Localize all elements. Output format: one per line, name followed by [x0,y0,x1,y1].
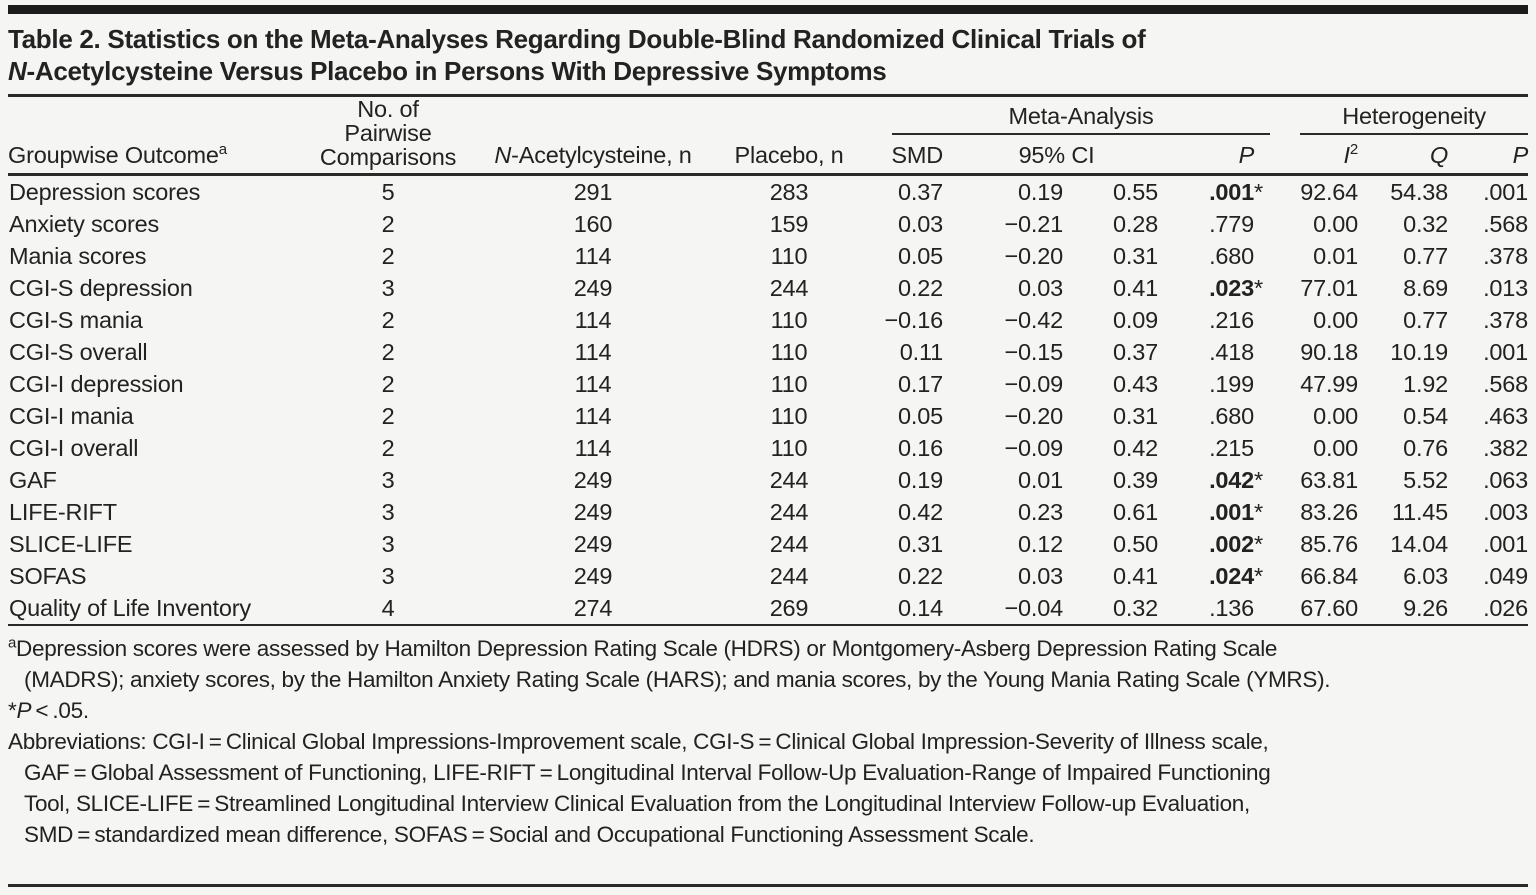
p-value: .023 [1209,274,1255,301]
cell-i2: 67.60 [1276,592,1364,625]
cell-p-het: .568 [1483,370,1529,397]
p-value: .042 [1209,466,1255,493]
cell-ci-upper: 0.61 [1113,498,1158,525]
cell-nac-n: 114 [574,402,612,429]
cell-p-het: .049 [1483,562,1529,589]
table-row [8,208,1528,240]
footnote-a-line2: (MADRS); anxiety scores, by the Hamilton Anxiety Rating Scale (HARS); and mania scores, by the Young Mania Rating Scale (YMRS). [24,667,1331,692]
table-row [8,400,1528,432]
table-row [8,432,1528,464]
cell-nac-n: 249 [573,466,613,493]
cell-placebo-n: 110 [770,434,808,461]
cell-q: 9.26 [1364,592,1454,625]
cell-placebo-n: 110 [770,338,808,365]
p-value: .199 [1209,370,1255,397]
cell-ci-lower: −0.09 [1004,434,1063,461]
cell-q: 5.52 [1403,466,1449,493]
cell-ci-lower: −0.15 [1004,338,1063,365]
cell-nac-n: 114 [574,306,612,333]
cell-i2: 0.01 [1313,242,1359,269]
cell-ci-lower: −0.21 [1004,210,1063,237]
cell-nac-n: 249 [573,498,613,525]
cell-p-het: .063 [1483,466,1529,493]
cell-no-of-comparisons: 3 [381,466,395,493]
table-row [8,368,1528,400]
cell-ci-upper: 0.42 [1113,434,1158,461]
cell-p-meta [1164,528,1276,560]
cell-p-het: .003 [1483,498,1529,525]
cell-ci-upper: 0.55 [1113,178,1158,205]
cell-ci-lower: 0.03 [1018,274,1063,301]
cell-ci-upper: 0.28 [1113,210,1158,237]
table-row [8,336,1528,368]
column-header-p-meta: P [1164,135,1276,174]
cell-p-meta [1164,400,1276,432]
cell-ci-upper: 0.31 [1113,242,1158,269]
cell-i2: 0.00 [1313,402,1359,429]
cell-q: 0.77 [1403,306,1449,333]
footnotes [8,626,1528,850]
cell-q: 6.03 [1403,562,1449,589]
table-row [8,175,1528,209]
column-header-95ci: 95% CI [949,135,1164,174]
p-value: .779 [1209,210,1255,237]
cell-outcome: GAF [9,466,57,493]
header-spanner-row [8,97,1528,135]
cell-no-of-comparisons: 2 [381,210,395,237]
cell-no-of-comparisons: 2 [381,306,395,333]
cell-smd: 0.42 [898,498,943,525]
cell-outcome: Mania scores [9,242,147,269]
cell-smd: 0.19 [898,466,943,493]
cell-i2: 66.84 [1300,562,1359,589]
table-body [8,175,1528,626]
cell-no-of-comparisons: 4 [304,592,472,625]
p-value: .136 [1209,594,1255,621]
cell-ci-upper: 0.09 [1113,306,1158,333]
meta-analysis-table [8,97,1528,626]
cell-i2: 63.81 [1300,466,1359,493]
cell-p-meta [1164,560,1276,592]
abbreviations-line3: Tool, SLICE-LIFE = Streamlined Longitudinal Interview Clinical Evaluation from the Longitudinal Interview Follow-up Evaluation, [24,791,1250,816]
cell-i2: 83.26 [1300,498,1359,525]
abbreviations-line2: GAF = Global Assessment of Functioning, LIFE-RIFT = Longitudinal Interval Follow-Up Evaluation-Range of Impaired Functioning [24,760,1271,785]
cell-p-meta [1164,208,1276,240]
p-value: .216 [1209,306,1255,333]
cell-q: 8.69 [1403,274,1449,301]
cell-p-het: .001 [1483,178,1529,205]
cell-ci-lower: 0.19 [1018,178,1063,205]
cell-p-meta [1164,496,1276,528]
cell-smd: 0.16 [898,434,943,461]
cell-smd: −0.16 [884,306,943,333]
cell-ci-lower: 0.23 [1018,498,1063,525]
cell-smd: 0.31 [898,530,943,557]
footnote-a-superscript: a [8,634,17,652]
cell-outcome: Quality of Life Inventory [8,592,304,625]
cell-nac-n: 160 [573,210,613,237]
cell-nac-n: 291 [573,178,613,205]
cell-smd: 0.17 [898,370,943,397]
significance-asterisk: * [1254,530,1263,557]
significance-star: * [8,698,17,723]
cell-ci-upper: 0.50 [1113,530,1158,557]
p-value: .024 [1209,562,1255,589]
column-header-q: Q [1364,135,1454,174]
cell-no-of-comparisons: 2 [381,402,395,429]
cell-placebo-n: 283 [769,178,809,205]
abbreviations-line4: SMD = standardized mean difference, SOFAS = Social and Occupational Functioning Assessment Scale. [24,822,1035,847]
cell-p-meta [1164,592,1276,625]
cell-ci-upper: 0.32 [1069,592,1164,625]
cell-ci-lower: −0.20 [1004,242,1063,269]
cell-ci-lower: −0.04 [949,592,1069,625]
cell-i2: 77.01 [1300,274,1359,301]
p-value: .680 [1209,242,1255,269]
cell-p-het: .463 [1483,402,1529,429]
table-row [8,240,1528,272]
cell-q: 11.45 [1391,498,1449,525]
cell-smd: 0.22 [898,562,943,589]
cell-ci-upper: 0.37 [1113,338,1158,365]
cell-no-of-comparisons: 2 [381,370,395,397]
abbreviations-line1: Abbreviations: CGI-I = Clinical Global Impressions-Improvement scale, CGI-S = Clinical Global Impression-Severity of Illness scale, [8,729,1269,754]
cell-placebo-n: 244 [769,530,809,557]
cell-smd: 0.03 [898,210,943,237]
table-title-line1: Table 2. Statistics on the Meta-Analyses Regarding Double-Blind Randomized Clinical Trials of [8,24,1146,54]
table-row [8,528,1528,560]
top-border-bar [8,5,1528,14]
column-header-nac-n: N-Acetylcysteine, n [472,97,714,175]
cell-nac-n: 249 [573,274,613,301]
cell-outcome: SOFAS [9,562,87,589]
cell-placebo-n: 110 [770,402,808,429]
cell-placebo-n: 244 [769,274,809,301]
table-title [8,23,1528,87]
cell-p-het: .001 [1483,338,1529,365]
significance-asterisk: * [1254,498,1263,525]
cell-p-meta [1164,368,1276,400]
cell-nac-n: 249 [573,562,613,589]
cell-p-meta [1164,432,1276,464]
cell-smd: 0.14 [864,592,949,625]
cell-outcome: CGI-I overall [9,434,139,461]
cell-placebo-n: 110 [770,242,808,269]
cell-no-of-comparisons: 2 [381,434,395,461]
cell-outcome: LIFE-RIFT [9,498,117,525]
cell-ci-upper: 0.39 [1113,466,1158,493]
cell-q: 1.92 [1403,370,1449,397]
cell-nac-n: 114 [574,338,612,365]
cell-nac-n: 114 [574,434,612,461]
table-row [8,496,1528,528]
cell-p-het: .378 [1483,306,1529,333]
column-header-pairwise-comparisons: No. of Pairwise Comparisons [304,97,472,175]
cell-i2: 0.00 [1313,434,1359,461]
cell-p-meta [1164,464,1276,496]
footnote-a-line1: $^a$Depression scores were assessed by Hamilton Depression Rating Scale (HDRS) or Montgomery-Asberg Depression Rating Scale [8,634,1278,661]
column-header-i2: $I^2$ [1276,135,1364,174]
significance-asterisk: * [1254,178,1263,205]
significance-asterisk: * [1254,466,1263,493]
cell-outcome: Depression scores [9,178,201,205]
cell-i2: 85.76 [1300,530,1359,557]
cell-q: 0.76 [1403,434,1449,461]
cell-no-of-comparisons: 3 [381,530,395,557]
cell-nac-n: 114 [574,370,612,397]
cell-smd: 0.37 [898,178,943,205]
cell-q: 10.19 [1390,338,1449,365]
cell-ci-upper: 0.41 [1113,274,1158,301]
cell-ci-upper: 0.43 [1113,370,1158,397]
cell-nac-n: 249 [573,530,613,557]
cell-i2: 90.18 [1300,338,1359,365]
cell-ci-upper: 0.31 [1113,402,1158,429]
cell-i2: 92.64 [1300,178,1359,205]
cell-p-meta [1164,272,1276,304]
cell-outcome: CGI-S overall [9,338,148,365]
cell-outcome: CGI-S mania [9,306,143,333]
cell-p-meta [1164,304,1276,336]
cell-outcome: SLICE-LIFE [9,530,133,557]
cell-i2: 0.00 [1313,306,1359,333]
cell-placebo-n: 269 [714,592,864,625]
table-title-line2: -Acetylcysteine Versus Placebo in Persons With Depressive Symptoms [26,56,887,86]
cell-ci-lower: −0.42 [1004,306,1063,333]
cell-q: 0.54 [1403,402,1449,429]
p-value: .001 [1209,498,1255,525]
column-header-p-het: P [1454,135,1528,174]
cell-q: 14.04 [1390,530,1449,557]
table-row [8,272,1528,304]
cell-p-het: .378 [1483,242,1529,269]
cell-p-meta [1164,240,1276,272]
cell-no-of-comparisons: 5 [381,178,395,205]
cell-i2: 0.00 [1313,210,1359,237]
cell-ci-upper: 0.41 [1113,562,1158,589]
cell-placebo-n: 110 [770,370,808,397]
cell-outcome: CGI-I depression [9,370,184,397]
cell-placebo-n: 110 [770,306,808,333]
bottom-border-rule [8,884,1528,887]
cell-p-het: .382 [1483,434,1529,461]
cell-no-of-comparisons: 3 [381,274,395,301]
cell-placebo-n: 159 [769,210,809,237]
cell-ci-lower: 0.12 [1018,530,1063,557]
cell-placebo-n: 244 [769,562,809,589]
cell-p-het: .001 [1483,530,1529,557]
cell-no-of-comparisons: 3 [381,498,395,525]
table-header [8,97,1528,175]
cell-i2: 47.99 [1300,370,1359,397]
cell-placebo-n: 244 [769,466,809,493]
column-header-placebo-n: Placebo, n [714,97,864,175]
cell-ci-lower: 0.03 [1018,562,1063,589]
cell-nac-n: 114 [574,242,612,269]
cell-q: 0.77 [1403,242,1449,269]
p-value: .680 [1209,402,1255,429]
cell-placebo-n: 244 [769,498,809,525]
cell-ci-lower: −0.09 [1004,370,1063,397]
cell-no-of-comparisons: 2 [381,242,395,269]
cell-q: 0.32 [1403,210,1449,237]
significance-asterisk: * [1254,274,1263,301]
footnote-significance: *P < .05. [8,698,89,723]
cell-p-het: .568 [1483,210,1529,237]
cell-smd: 0.05 [898,402,943,429]
cell-ci-lower: 0.01 [1018,466,1063,493]
p-value: .002 [1209,530,1255,557]
table-title-line2-italic-n: N [8,56,27,86]
column-header-groupwise-outcome [8,97,304,175]
table-row [8,464,1528,496]
group-header-meta-analysis: Meta-Analysis [864,97,1276,135]
table-row [8,592,1528,625]
cell-p-het: .026 [1454,592,1528,625]
cell-smd: 0.22 [898,274,943,301]
footnote-a-marker: a [218,141,227,159]
p-value: .215 [1209,434,1255,461]
groupwise-outcome-label: Groupwise Outcome [8,142,219,168]
table-row [8,560,1528,592]
p-value: .418 [1209,338,1255,365]
cell-no-of-comparisons: 2 [381,338,395,365]
significance-asterisk: * [1254,562,1263,589]
cell-no-of-comparisons: 3 [381,562,395,589]
cell-outcome: Anxiety scores [9,210,160,237]
column-header-smd: SMD [864,135,949,174]
cell-p-meta [1164,175,1276,209]
cell-outcome: CGI-S depression [9,274,193,301]
cell-q: 54.38 [1390,178,1449,205]
cell-outcome: CGI-I mania [9,402,134,429]
cell-smd: 0.11 [899,338,943,365]
group-header-heterogeneity: Heterogeneity [1276,97,1528,135]
cell-p-het: .013 [1483,274,1529,301]
cell-nac-n: 274 [472,592,714,625]
cell-smd: 0.05 [898,242,943,269]
cell-ci-lower: −0.20 [1004,402,1063,429]
table-row [8,304,1528,336]
cell-p-meta [1164,336,1276,368]
p-value: .001 [1209,178,1255,205]
